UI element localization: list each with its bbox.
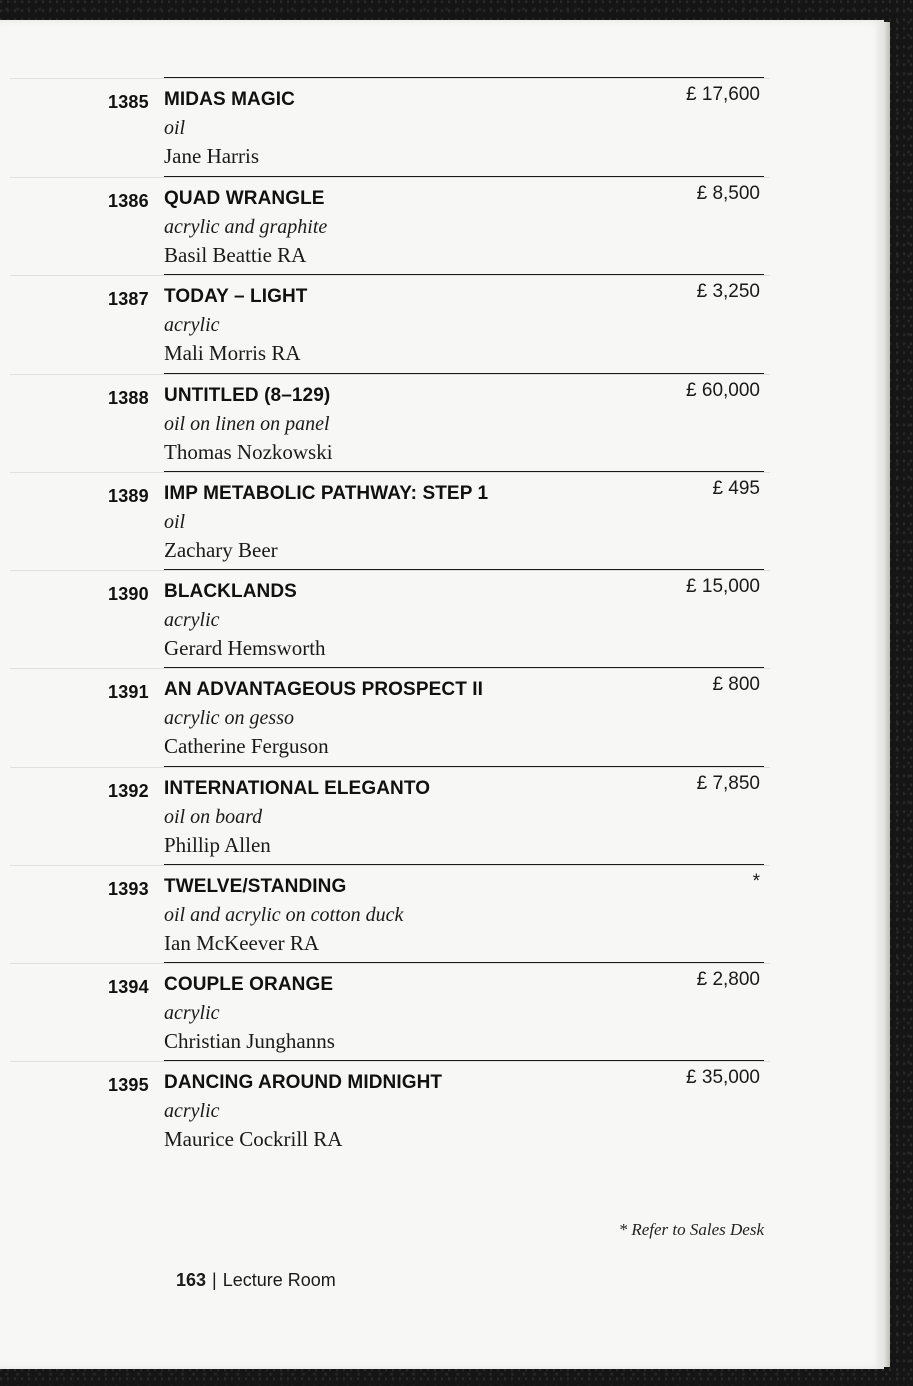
entry-price: £ 15,000 xyxy=(686,576,760,597)
entry-medium: acrylic xyxy=(164,1002,220,1024)
catalogue-entry xyxy=(108,667,764,765)
catalogue-entry xyxy=(108,77,764,175)
entry-medium: oil on linen on panel xyxy=(164,413,330,435)
entry-price: £ 495 xyxy=(712,478,760,499)
entry-number: 1386 xyxy=(108,191,149,211)
footer-separator: | xyxy=(212,1270,217,1290)
catalogue-entry xyxy=(108,274,764,372)
entry-medium: acrylic on gesso xyxy=(164,707,294,729)
entry-medium: oil xyxy=(164,511,186,533)
entry-title: TODAY – LIGHT xyxy=(164,286,308,307)
entry-number: 1390 xyxy=(108,584,149,604)
entry-artist: Zachary Beer xyxy=(164,538,278,562)
entry-number: 1395 xyxy=(108,1075,149,1095)
entry-artist: Phillip Allen xyxy=(164,833,271,857)
entry-title: DANCING AROUND MIDNIGHT xyxy=(164,1072,443,1093)
divider xyxy=(164,766,764,767)
footnote: * Refer to Sales Desk xyxy=(618,1220,764,1239)
entry-number: 1394 xyxy=(108,977,149,997)
entry-medium: oil xyxy=(164,117,186,139)
entry-title: TWELVE/STANDING xyxy=(164,876,347,897)
divider xyxy=(164,569,764,570)
catalogue-entry xyxy=(108,176,764,274)
catalogue-entry xyxy=(108,373,764,471)
entry-number: 1388 xyxy=(108,388,149,408)
entry-price: * xyxy=(752,871,760,892)
divider xyxy=(164,373,764,374)
entry-number: 1387 xyxy=(108,289,149,309)
entry-title: IMP METABOLIC PATHWAY: STEP 1 xyxy=(164,483,489,504)
entry-number: 1389 xyxy=(108,486,149,506)
entry-medium: acrylic and graphite xyxy=(164,216,328,238)
entry-artist: Ian McKeever RA xyxy=(164,931,320,955)
entry-artist: Basil Beattie RA xyxy=(164,243,307,267)
entry-title: BLACKLANDS xyxy=(164,581,297,602)
entry-price: £ 7,850 xyxy=(696,773,760,794)
entry-price: £ 2,800 xyxy=(696,969,760,990)
entry-number: 1392 xyxy=(108,781,149,801)
catalogue-entry xyxy=(108,569,764,667)
catalogue-entry xyxy=(108,471,764,569)
entry-price: £ 3,250 xyxy=(696,281,760,302)
section-name: Lecture Room xyxy=(222,1270,336,1290)
catalogue-entry xyxy=(108,1060,764,1158)
page-footer xyxy=(176,1270,336,1291)
entry-number: 1385 xyxy=(108,92,149,112)
entry-medium: acrylic xyxy=(164,609,220,631)
entry-title: COUPLE ORANGE xyxy=(164,974,334,995)
divider xyxy=(164,962,764,963)
entry-artist: Catherine Ferguson xyxy=(164,734,329,758)
entry-price: £ 60,000 xyxy=(686,380,760,401)
entry-title: UNTITLED (8–129) xyxy=(164,385,331,406)
entry-medium: acrylic xyxy=(164,1100,220,1122)
entry-title: MIDAS MAGIC xyxy=(164,89,295,110)
entry-title: QUAD WRANGLE xyxy=(164,188,325,209)
entry-number: 1393 xyxy=(108,879,149,899)
entry-artist: Mali Morris RA xyxy=(164,341,301,365)
divider xyxy=(164,667,764,668)
entry-artist: Christian Junghanns xyxy=(164,1029,335,1053)
entry-artist: Maurice Cockrill RA xyxy=(164,1127,343,1151)
catalogue-entry xyxy=(108,766,764,864)
entry-artist: Jane Harris xyxy=(164,144,260,168)
entry-artist: Gerard Hemsworth xyxy=(164,636,326,660)
entry-medium: oil and acrylic on cotton duck xyxy=(164,904,404,926)
divider xyxy=(164,176,764,177)
catalogue-entry xyxy=(108,962,764,1060)
catalogue-page xyxy=(0,20,884,1369)
entry-number: 1391 xyxy=(108,682,149,702)
entry-price: £ 800 xyxy=(712,674,760,695)
entry-title: AN ADVANTAGEOUS PROSPECT II xyxy=(164,679,484,700)
entry-artist: Thomas Nozkowski xyxy=(164,440,333,464)
divider xyxy=(164,1060,764,1061)
divider xyxy=(164,471,764,472)
entry-title: INTERNATIONAL ELEGANTO xyxy=(164,778,431,799)
divider xyxy=(164,77,764,78)
entry-medium: oil on board xyxy=(164,806,263,828)
catalogue-entry xyxy=(108,864,764,962)
divider xyxy=(164,274,764,275)
entry-price: £ 35,000 xyxy=(686,1067,760,1088)
entry-price: £ 17,600 xyxy=(686,84,760,105)
entry-medium: acrylic xyxy=(164,314,220,336)
page-number: 163 xyxy=(176,1270,207,1290)
divider xyxy=(164,864,764,865)
page-edge xyxy=(884,22,890,1367)
entry-price: £ 8,500 xyxy=(696,183,760,204)
